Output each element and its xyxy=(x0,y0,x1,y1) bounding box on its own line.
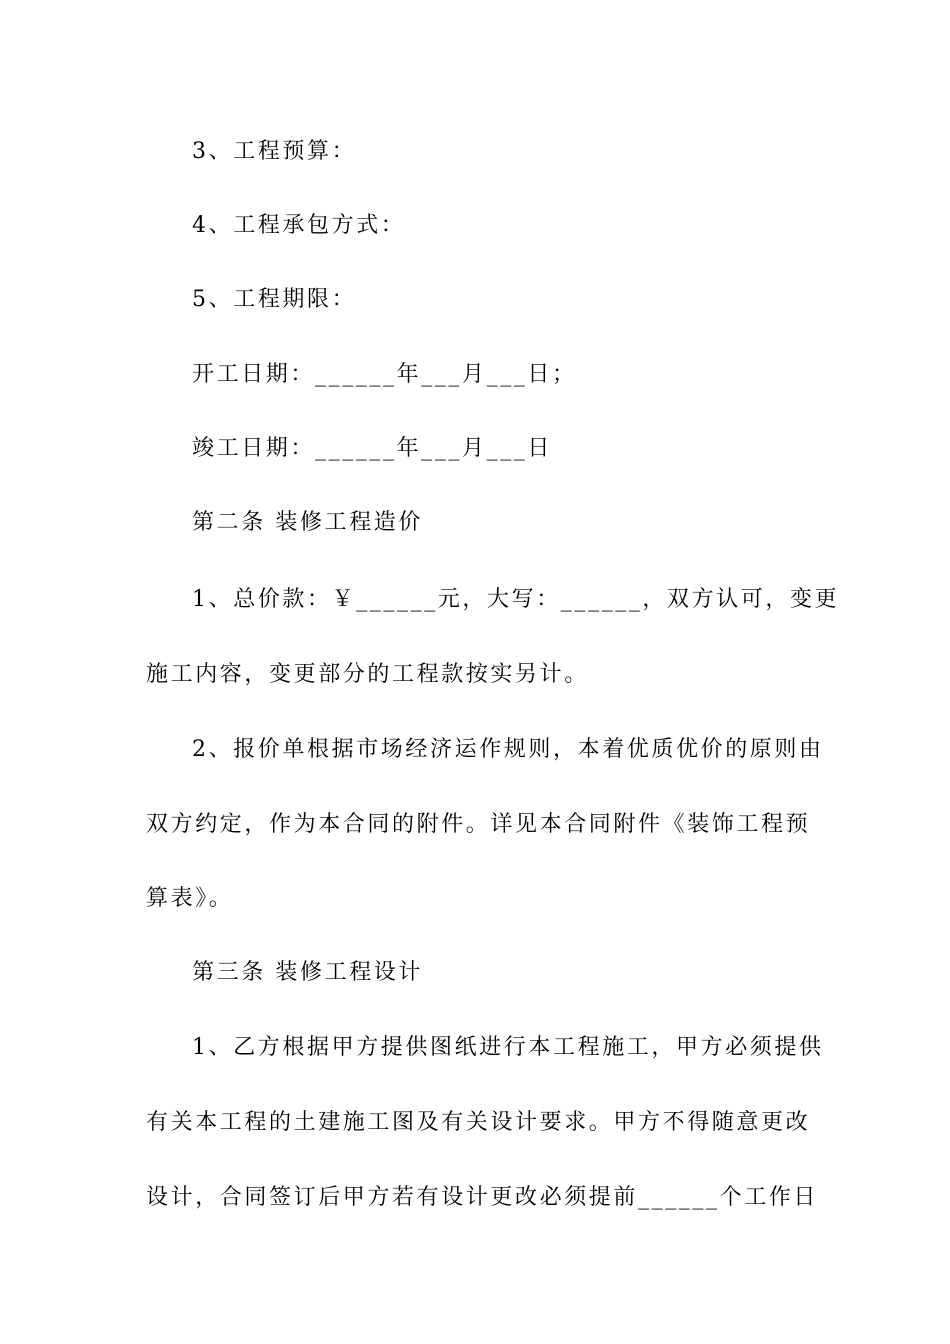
article-three-heading: 第三条 装修工程设计 xyxy=(192,960,423,985)
article-two-heading: 第二条 装修工程造价 xyxy=(192,510,423,535)
paragraph-line: 2、报价单根据市场经济运作规则，本着优质优价的原则由 xyxy=(192,737,824,762)
paragraph-line: 设计，合同签订后甲方若有设计更改必须提前______个工作日 xyxy=(146,1185,819,1210)
paragraph-line: 双方约定，作为本合同的附件。详见本合同附件《装饰工程预 xyxy=(146,812,811,837)
paragraph-line: 有关本工程的土建施工图及有关设计要求。甲方不得随意更改 xyxy=(146,1110,811,1135)
paragraph-line: 1、总价款：￥______元，大写：______，双方认可，变更 xyxy=(192,587,840,612)
paragraph-line: 1、乙方根据甲方提供图纸进行本工程施工，甲方必须提供 xyxy=(192,1035,824,1060)
completion-date-line: 竣工日期：______年___月___日 xyxy=(192,436,553,461)
item-budget: 3、工程预算： xyxy=(192,139,357,164)
item-duration: 5、工程期限： xyxy=(192,287,357,312)
start-date-line: 开工日期：______年___月___日； xyxy=(192,362,577,387)
item-contract-method: 4、工程承包方式： xyxy=(192,213,406,238)
paragraph-line: 施工内容，变更部分的工程款按实另计。 xyxy=(146,662,589,687)
paragraph-line: 算表》。 xyxy=(146,886,234,911)
